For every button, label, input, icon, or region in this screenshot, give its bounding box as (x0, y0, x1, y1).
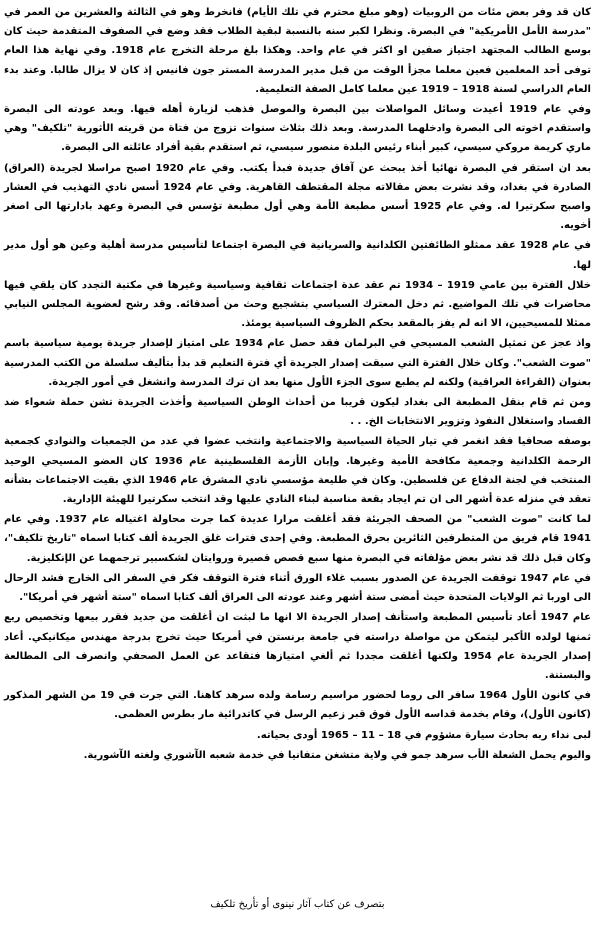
paragraph-9: لما كانت "صوت الشعب" من الصحف الجريئة فقد أغلقت مرارا عديدة كما جرت محاولة اغتياله عام 1937. وفي عام 1941 قام فريق من المتطرفين الثائرين بحرق المطبعة. وفي إحدى فترات غلق الجريدة ألف كتابا اسماه "تاريخ تلكيف"، وكان قبل ذلك قد نشر بعض مؤلفاته في البصرة منها سبع قصص قصيرة وروايتان لشكسبير ترجمهما عن الإنكليزية. (4, 514, 591, 564)
source-note: بتصرف عن كتاب آثار نينوى أو تأريخ تلكيف (210, 899, 385, 910)
paragraph-3: بعد ان استقر في البصرة نهائيا أخذ يبحث عن آفاق جديدة فبدأ يكتب. وفي عام 1920 اصبح مراسلا لجريدة (العراق) الصادرة في بغداد، وقد نشرت بعض مقالاته مجلة المقتطف القاهرية. وفي عام 1924 أسس نادي التهذيب في العشار واصبح سكرتيرا له. وفي عام 1925 أسس مطبعة الأمة وهي أول مطبعة تؤسس في البصرة وعهد بادارتها الى اصغر أخويه. (4, 162, 592, 232)
paragraph-5: خلال الفترة بين عامي 1919 – 1934 تم عقد عدة اجتماعات ثقافية وسياسية وغيرها في مكتبة التجدد كان يلقي فيها محاضرات في تلك المواضيع. ثم دخل المعترك السياسي بتشجيع وحث من أصدقائه. وقد رشح لعضوية المجلس النيابي ممثلا للمسيحيين، الا انه لم يفز بالمقعد بحكم الظروف السياسية يومئذ. (4, 279, 591, 330)
paragraph-4: في عام 1928 عقد ممثلو الطائفتين الكلدانية والسريانية في البصرة اجتماعا لتأسيس مدرسة أهلية وعين هو أول مدير لها. (4, 240, 591, 271)
paragraph-2: وفي عام 1919 أعيدت وسائل المواصلات بين البصرة والموصل فذهب لزيارة أهله فيها. وبعد عودته الى البصرة واستقدم اخوته الى البصرة وادخلهما المدرسة. وبعد ذلك بثلاث سنوات تزوج من فتاة من قريته الأثورية "تلكيف" وهي ماري كريمة مروكي سيسي، كبير أبناء رئيس البلدة منصور سيسي، ثم استقدم بقية أفراد عائلته الى البصرة. (4, 104, 591, 154)
document-body (4, 3, 591, 765)
paragraph-7: ومن ثم قام بنقل المطبعة الى بغداد ليكون قريبا من أحداث الوطن السياسية وأخذت الجريدة تشن حملة شعواء ضد الفساد واستغلال النفوذ وتزوير الانتخابات الخ. . . (4, 397, 591, 428)
paragraph-13: لبى نداء ربه بحادث سيارة مشؤوم في 18 – 11 – 1965 أودى بحياته. (256, 729, 591, 741)
paragraph-8: بوصفه صحافيا فقد انغمر في تيار الحياة السياسية والاجتماعية وانتخب عضوا في عدد من الجمعيات والنوادي كجمعية الرحمة الكلدانية وجمعية مكافحة الأمية وغيرها. وإبان الأزمة الفلسطينية عام 1936 كان العضو المسيحي الوحيد المنتخب في لجنة الدفاع عن فلسطين. وكان في طليعة مؤسسي نادي المشرق عام 1946 الذي بقيت الاجتماعات بشأنه تعقد في منزله عدة أشهر الى ان تم ايجاد بقعة مناسبة لبناء النادي عليها وقد انتخب سكرتيرا للهيئة الإدارية. (4, 436, 591, 506)
paragraph-6: واذ عجز عن تمثيل الشعب المسيحي في البرلمان فقد حصل عام 1934 على امتياز لإصدار جريدة يومية سياسية باسم "صوت الشعب". وكان خلال الفترة التي سبقت إصدار الجريدة أي فترة التعليم قد بدأ بتأليف سلسلة من الكتب المدرسية بعنوان (القراءة العراقية) ولكنه لم يطبع سوى الجزء الأول منها بعد ان ترك المدرسة وانشغل في أمور الجريدة. (4, 338, 591, 388)
paragraph-12: في كانون الأول 1964 سافر الى روما لحضور مراسيم رسامة ولده سرهد كاهنا. التي جرت في 19 من الشهر المذكور (كانون الأول)، وقام بخدمة قداسه الأول فوق قبر زعيم الرسل في كاتدرائية مار بطرس العظمى. (4, 690, 591, 721)
paragraph-11: عام 1947 أعاد تأسيس المطبعة واستأنف إصدار الجريدة الا انها ما لبثت ان أغلقت من جديد فقرر بيعها وتخصيص ريع ثمنها لولده الأكبر ليتمكن من مواصلة دراسته في جامعة برنستن في أمريكا حيث تخرج بدرجة مهندس ميكانيكي. أعاد إصدار الجريدة عام 1954 ولكنها أغلقت مجددا ثم ألغي امتيازها فتقاعد عن العمل الصحفي وانصرف الى المطالعة والبستنة. (4, 612, 591, 681)
paragraph-14: واليوم يحمل الشعلة الأب سرهد جمو في ولاية متشغن متفانيا في خدمة شعبه الآشوري ولغته الآشورية. (83, 749, 591, 761)
paragraph-10: في عام 1947 توقفت الجريدة عن الصدور بسبب غلاء الورق أثناء فترة التوقف فكر في السفر الى الخارج فشد الرحال الى اوربا ثم الولايات المتحدة حيث أمضى ستة أشهر وعند عودته الى العراق ألف كتابا اسماه "ستة أشهر في أمريكا". (4, 572, 592, 604)
paragraph-1: كان قد وفر بعض مئات من الروبيات (وهو مبلغ محترم في تلك الأيام) فانخرط وهو في الثالثة والعشرين من العمر في "مدرسة الأمل الأمريكية" في البصرة. ونظرا لكبر سنه بالنسبة لبقية الطلاب فقد وضع في الصفوف المتقدمة حيث كان بوسع الطالب المجتهد اجتياز صفين او اكثر في عام واحد. وهكذا بلغ مرحلة التخرج عام 1918. وفي نهاية هذا العام توفى أحد المعلمين فعين معلما مجزأ الوقت من قبل مدير المدرسة المستر جون فانيس إذ كان لا يزال طالبا. وعند بدء العام الدراسي لسنة 1918 – 1919 عين معلما كامل الصفة التعليمية. (4, 7, 591, 95)
